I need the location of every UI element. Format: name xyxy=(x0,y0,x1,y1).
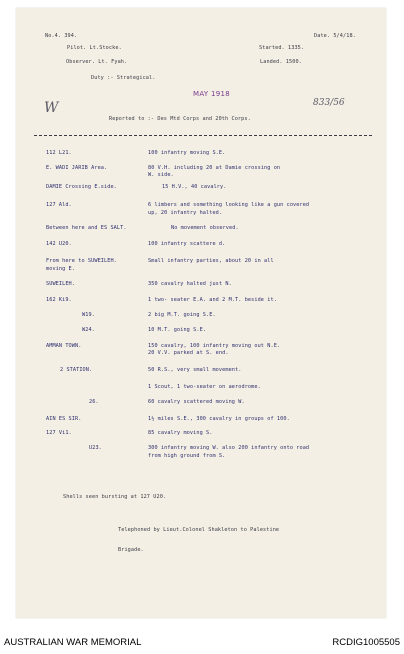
entry-place: 127 Ald. xyxy=(46,202,72,208)
entry-text: 100 infantry moving S.E. xyxy=(148,150,226,156)
entry-place: AMMAN TOWN. xyxy=(46,343,82,349)
entry-text: Small infantry parties, about 20 in all xyxy=(148,258,274,264)
entry-place: U23. xyxy=(89,445,102,451)
entry-text: 85 cavalry moving S. xyxy=(148,430,213,436)
entry-text: 60 cavalry scattered moving W. xyxy=(148,399,245,405)
entry-text: 300 infantry moving W. also 200 infantry onto road xyxy=(148,445,310,451)
entry-text: No movement observed. xyxy=(171,225,239,231)
archive-reference: RCDIG1005505 xyxy=(332,637,400,648)
entry-place: 112 L21. xyxy=(46,150,72,156)
entry-place: 127 Vi1. xyxy=(46,430,72,436)
entry-text: from high ground from S. xyxy=(148,453,226,459)
archive-name: AUSTRALIAN WAR MEMORIAL xyxy=(4,637,142,648)
entry-text: 1½ miles S.E., 300 cavalry in groups of 100. xyxy=(148,416,290,422)
reported-to-line: Reported to :- Des Mtd Corps and 20th Corps. xyxy=(109,116,251,122)
report-date: Date. 5/4/18. xyxy=(314,33,356,39)
entry-place: SUWEILEH. xyxy=(46,281,76,287)
telephoned-brigade: Brigade. xyxy=(118,547,144,553)
entry-place: 142 U20. xyxy=(46,241,72,247)
entry-place: E. WADI JARIB Area. xyxy=(46,165,108,171)
entry-place: 2 STATION. xyxy=(60,367,93,373)
entry-text: 15 H.V., 40 cavalry. xyxy=(162,184,227,190)
entry-text: 10 M.T. going S.E. xyxy=(148,327,207,333)
separator-line xyxy=(34,135,372,136)
entry-place: Between here and ES SALT. xyxy=(46,225,127,231)
duty-line: Duty :- Strategical. xyxy=(91,75,156,81)
entry-text: 6 limbers and something looking like a gun covered xyxy=(148,202,310,208)
entry-place: W24. xyxy=(82,327,95,333)
observer-name: Observer. Lt. Fyah. xyxy=(66,59,128,65)
entry-text: 1 Scout, 1 two-seater on aerodrome. xyxy=(148,384,261,390)
entry-place: From here to SUWEILEH. xyxy=(46,258,117,264)
entry-text: 350 cavalry halted just N. xyxy=(148,281,232,287)
entry-text: 80 V.H. including 20 at Damie crossing on xyxy=(148,165,281,171)
entry-place: W19. xyxy=(82,312,95,318)
handwritten-file-number: 833/56 xyxy=(313,98,345,108)
entry-place: 162 Ki9. xyxy=(46,297,72,303)
report-number: No.4. 394. xyxy=(45,33,78,39)
entry-text: 100 infantry scattere d. xyxy=(148,241,226,247)
telephoned-note: Telephoned by Lieut.Colonel Shakleton to Palestine xyxy=(118,527,280,533)
entry-text: up, 20 infantry halted. xyxy=(148,210,223,216)
entry-place: moving E. xyxy=(46,266,76,272)
entry-place: DAMIE Crossing E.side. xyxy=(46,184,117,190)
landed-time: Landed. 1500. xyxy=(260,59,302,65)
shells-note: Shells seen bursting at 127 U20. xyxy=(63,494,167,500)
entry-text: 20 V.V. parked at S. end. xyxy=(148,350,229,356)
entry-text: W. side. xyxy=(148,172,174,178)
pilot-name: Pilot. Lt.Stocke. xyxy=(67,45,122,51)
received-date-stamp: MAY 1918 xyxy=(193,90,230,98)
entry-text: 50 R.S., very small movement. xyxy=(148,367,242,373)
entry-place: AIN ES SIR. xyxy=(46,416,82,422)
handwritten-mark-left: W xyxy=(44,100,59,116)
started-time: Started. 1335. xyxy=(259,45,305,51)
entry-place: 26. xyxy=(89,399,99,405)
entry-text: 150 cavalry, 100 infantry moving out N.E. xyxy=(148,343,281,349)
entry-text: 2 big M.T. going S.E. xyxy=(148,312,216,318)
entry-text: 1 two- seater E.A. and 2 M.T. beside it. xyxy=(148,297,277,303)
